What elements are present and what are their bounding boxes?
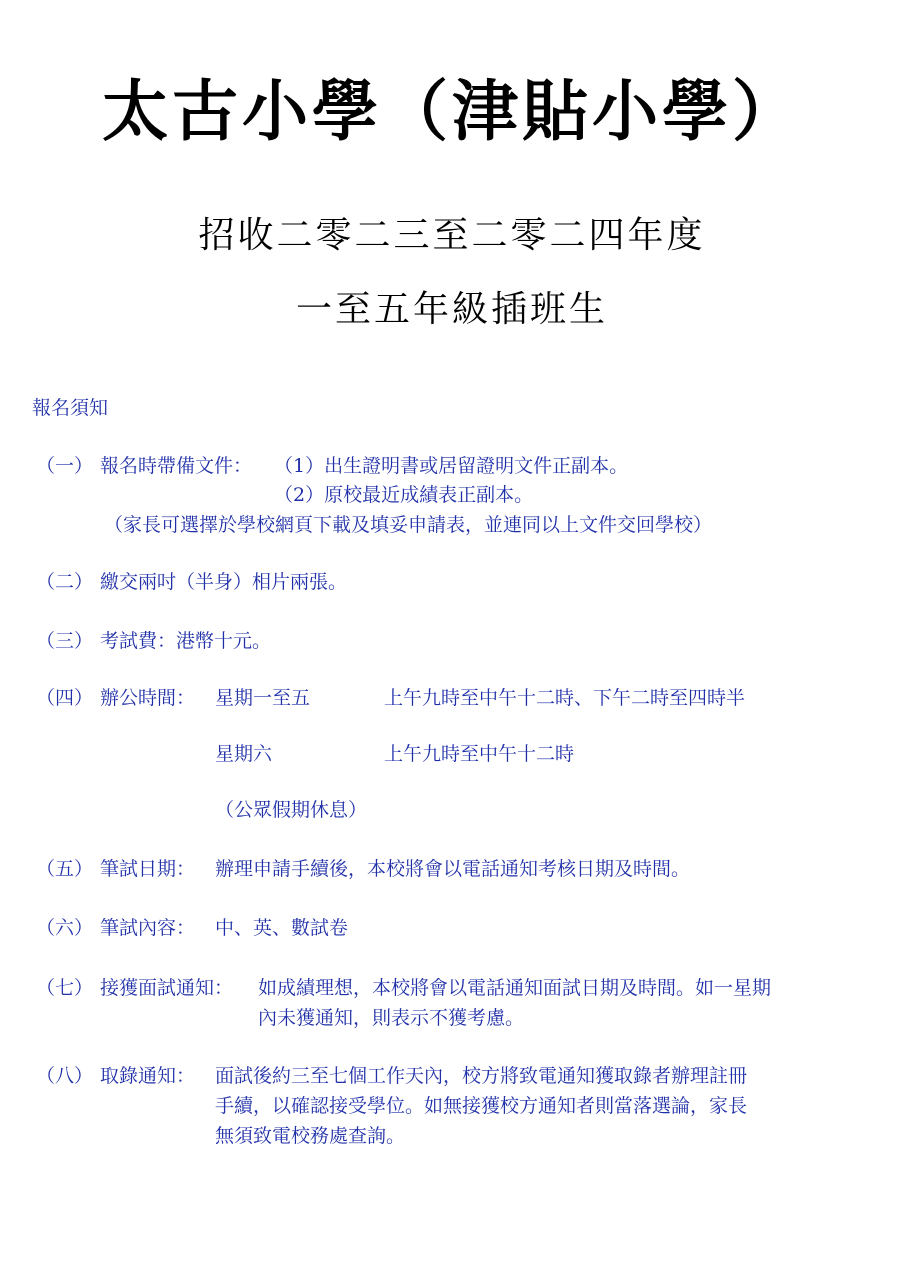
item-5-number: （五）: [36, 858, 94, 880]
subtitle-grades: 一至五年級插班生: [295, 289, 608, 330]
item-4-number: （四）: [36, 687, 94, 709]
item-7-line-1: 如成績理想，本校將會以電話通知面試日期及時間。如一星期: [258, 977, 772, 999]
item-8-line-1: 面試後約三至七個工作天內，校方將致電通知獲取錄者辦理註冊: [215, 1065, 748, 1087]
item-8-line-3: 無須致電校務處查詢。: [215, 1125, 406, 1147]
item-2-text: 繳交兩吋（半身）相片兩張。: [100, 571, 348, 593]
item-6-text: 中、英、數試卷: [215, 917, 349, 939]
item-4-label: 辦公時間：: [100, 687, 196, 709]
item-8-label: 取錄通知：: [100, 1065, 196, 1087]
item-6-label: 筆試內容：: [100, 917, 196, 939]
office-hours-note: （公眾假期休息）: [215, 799, 368, 821]
item-2-number: （二）: [36, 571, 94, 593]
item-7-line-2: 內未獲通知，則表示不獲考慮。: [258, 1007, 525, 1029]
item-1-line-3: （家長可選擇於學校網頁下載及填妥申請表，並連同以上文件交回學校）: [104, 514, 713, 536]
item-3-number: （三）: [36, 630, 94, 652]
notice-heading: 報名須知: [32, 397, 109, 419]
item-5-text: 辦理申請手續後，本校將會以電話通知考核日期及時間。: [215, 858, 691, 880]
item-3-text: 考試費：港幣十元。: [100, 630, 272, 652]
school-title: 太古小學（津貼小學）: [102, 73, 802, 150]
office-hours-saturday: 星期六: [215, 743, 273, 765]
item-8-number: （八）: [36, 1065, 94, 1087]
item-5-label: 筆試日期：: [100, 858, 196, 880]
office-hours-saturday-time: 上午九時至中午十二時: [384, 743, 575, 765]
office-hours-weekday: 星期一至五: [215, 687, 311, 709]
item-1-number: （一）: [36, 455, 94, 477]
item-1-line-1: （1）出生證明書或居留證明文件正副本。: [274, 455, 629, 477]
item-1-line-2: （2）原校最近成績表正副本。: [274, 484, 534, 506]
item-1-label: 報名時帶備文件：: [100, 455, 253, 477]
item-8-line-2: 手續，以確認接受學位。如無接獲校方通知者則當落選論，家長: [215, 1095, 748, 1117]
item-7-label: 接獲面試通知：: [100, 977, 234, 999]
subtitle-year: 招收二零二三至二零二四年度: [198, 215, 706, 256]
item-6-number: （六）: [36, 917, 94, 939]
item-7-number: （七）: [36, 977, 94, 999]
office-hours-weekday-time: 上午九時至中午十二時、下午二時至四時半: [384, 687, 746, 709]
